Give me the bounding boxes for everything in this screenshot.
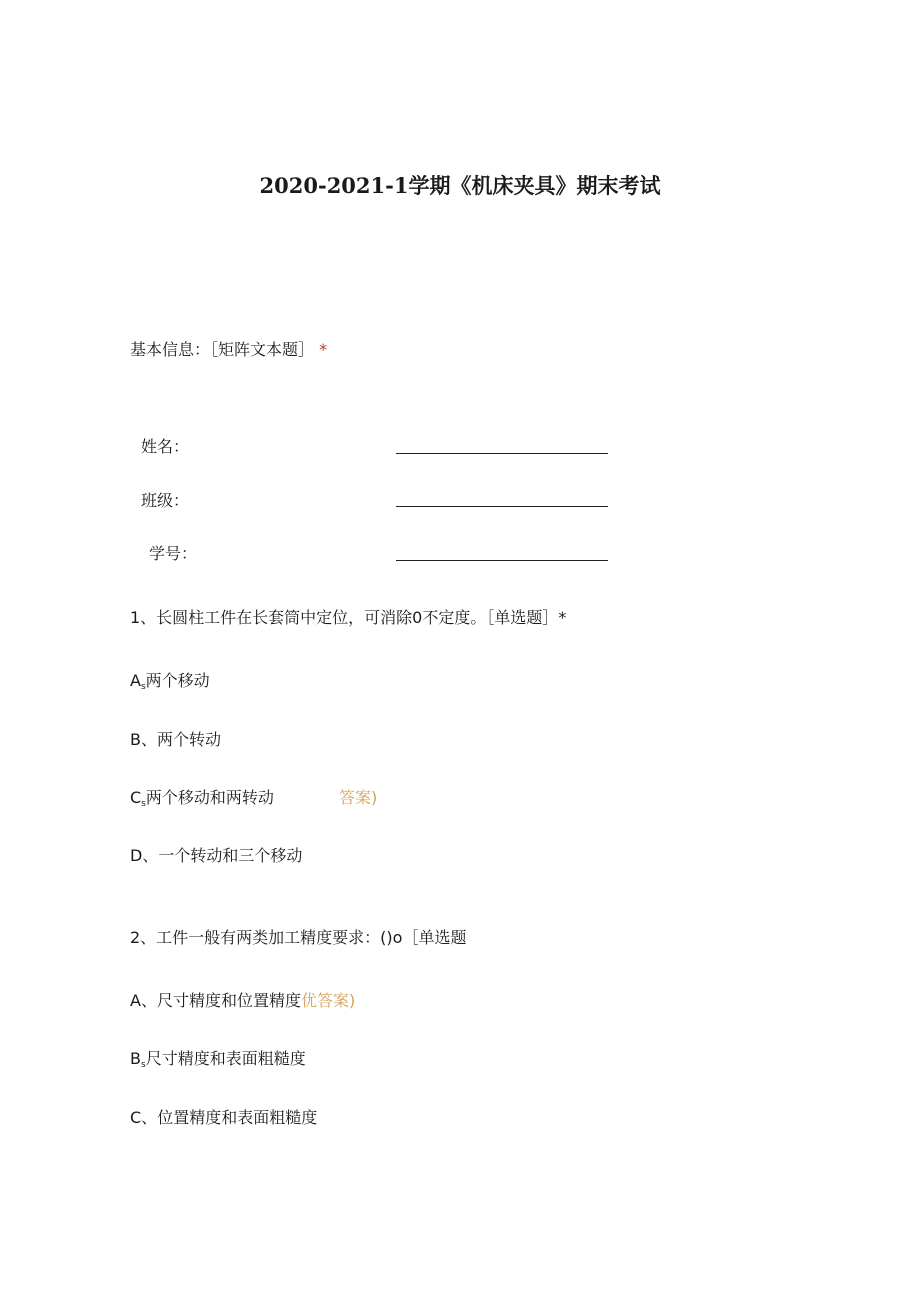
class-field-label: 班级：: [141, 491, 190, 510]
option-letter: B: [130, 1049, 141, 1068]
option-separator: s: [140, 1060, 146, 1070]
option-separator: 、: [140, 991, 157, 1010]
option-separator: s: [141, 799, 146, 809]
name-field-input[interactable]: [396, 453, 608, 454]
student-id-field-label: 学号：: [149, 544, 198, 563]
option-letter: D: [130, 846, 143, 865]
basic-info-label: 基本信息：［矩阵文本题］: [130, 340, 315, 359]
q1-option-c[interactable]: [130, 785, 274, 809]
q2-answer-mark: 优答案): [300, 991, 356, 1010]
option-text: 两个转动: [157, 730, 222, 749]
q2-option-c[interactable]: [130, 1105, 317, 1128]
option-separator: 、: [140, 730, 157, 749]
required-mark: *: [319, 340, 328, 359]
option-letter: B: [130, 730, 141, 749]
option-letter: A: [130, 671, 141, 690]
q2-option-a[interactable]: [130, 988, 355, 1011]
question-1-stem: 1、长圆柱工件在长套筒中定位，可消除0不定度。［单选题］*: [130, 608, 567, 627]
option-text: 位置精度和表面粗糙度: [157, 1108, 318, 1127]
q1-option-b[interactable]: [130, 727, 221, 750]
name-field-label: 姓名：: [141, 437, 190, 456]
q1-option-a[interactable]: [130, 668, 210, 692]
q1-answer-mark: 答案): [339, 788, 378, 807]
class-field-input[interactable]: [396, 506, 608, 507]
option-letter: C: [130, 788, 142, 807]
q1-option-d[interactable]: [130, 843, 302, 866]
option-separator: 、: [142, 846, 159, 865]
q2-option-b[interactable]: [130, 1046, 306, 1070]
option-text: 尺寸精度和表面粗糙度: [145, 1049, 306, 1068]
option-text: 两个移动和两转动: [145, 788, 274, 807]
option-separator: s: [140, 682, 146, 692]
student-id-field-input[interactable]: [396, 560, 608, 561]
exam-title: 2020-2021-1学期《机床夹具》期末考试: [259, 173, 661, 198]
option-separator: 、: [141, 1108, 158, 1127]
option-text: 一个转动和三个移动: [158, 846, 303, 865]
option-letter: C: [130, 1108, 142, 1127]
question-2-stem: 2、工件一般有两类加工精度要求：()o［单选题: [130, 928, 467, 947]
option-text: 尺寸精度和位置精度: [156, 991, 301, 1010]
basic-info-heading: [130, 337, 327, 360]
option-letter: A: [130, 991, 141, 1010]
option-text: 两个移动: [145, 671, 210, 690]
